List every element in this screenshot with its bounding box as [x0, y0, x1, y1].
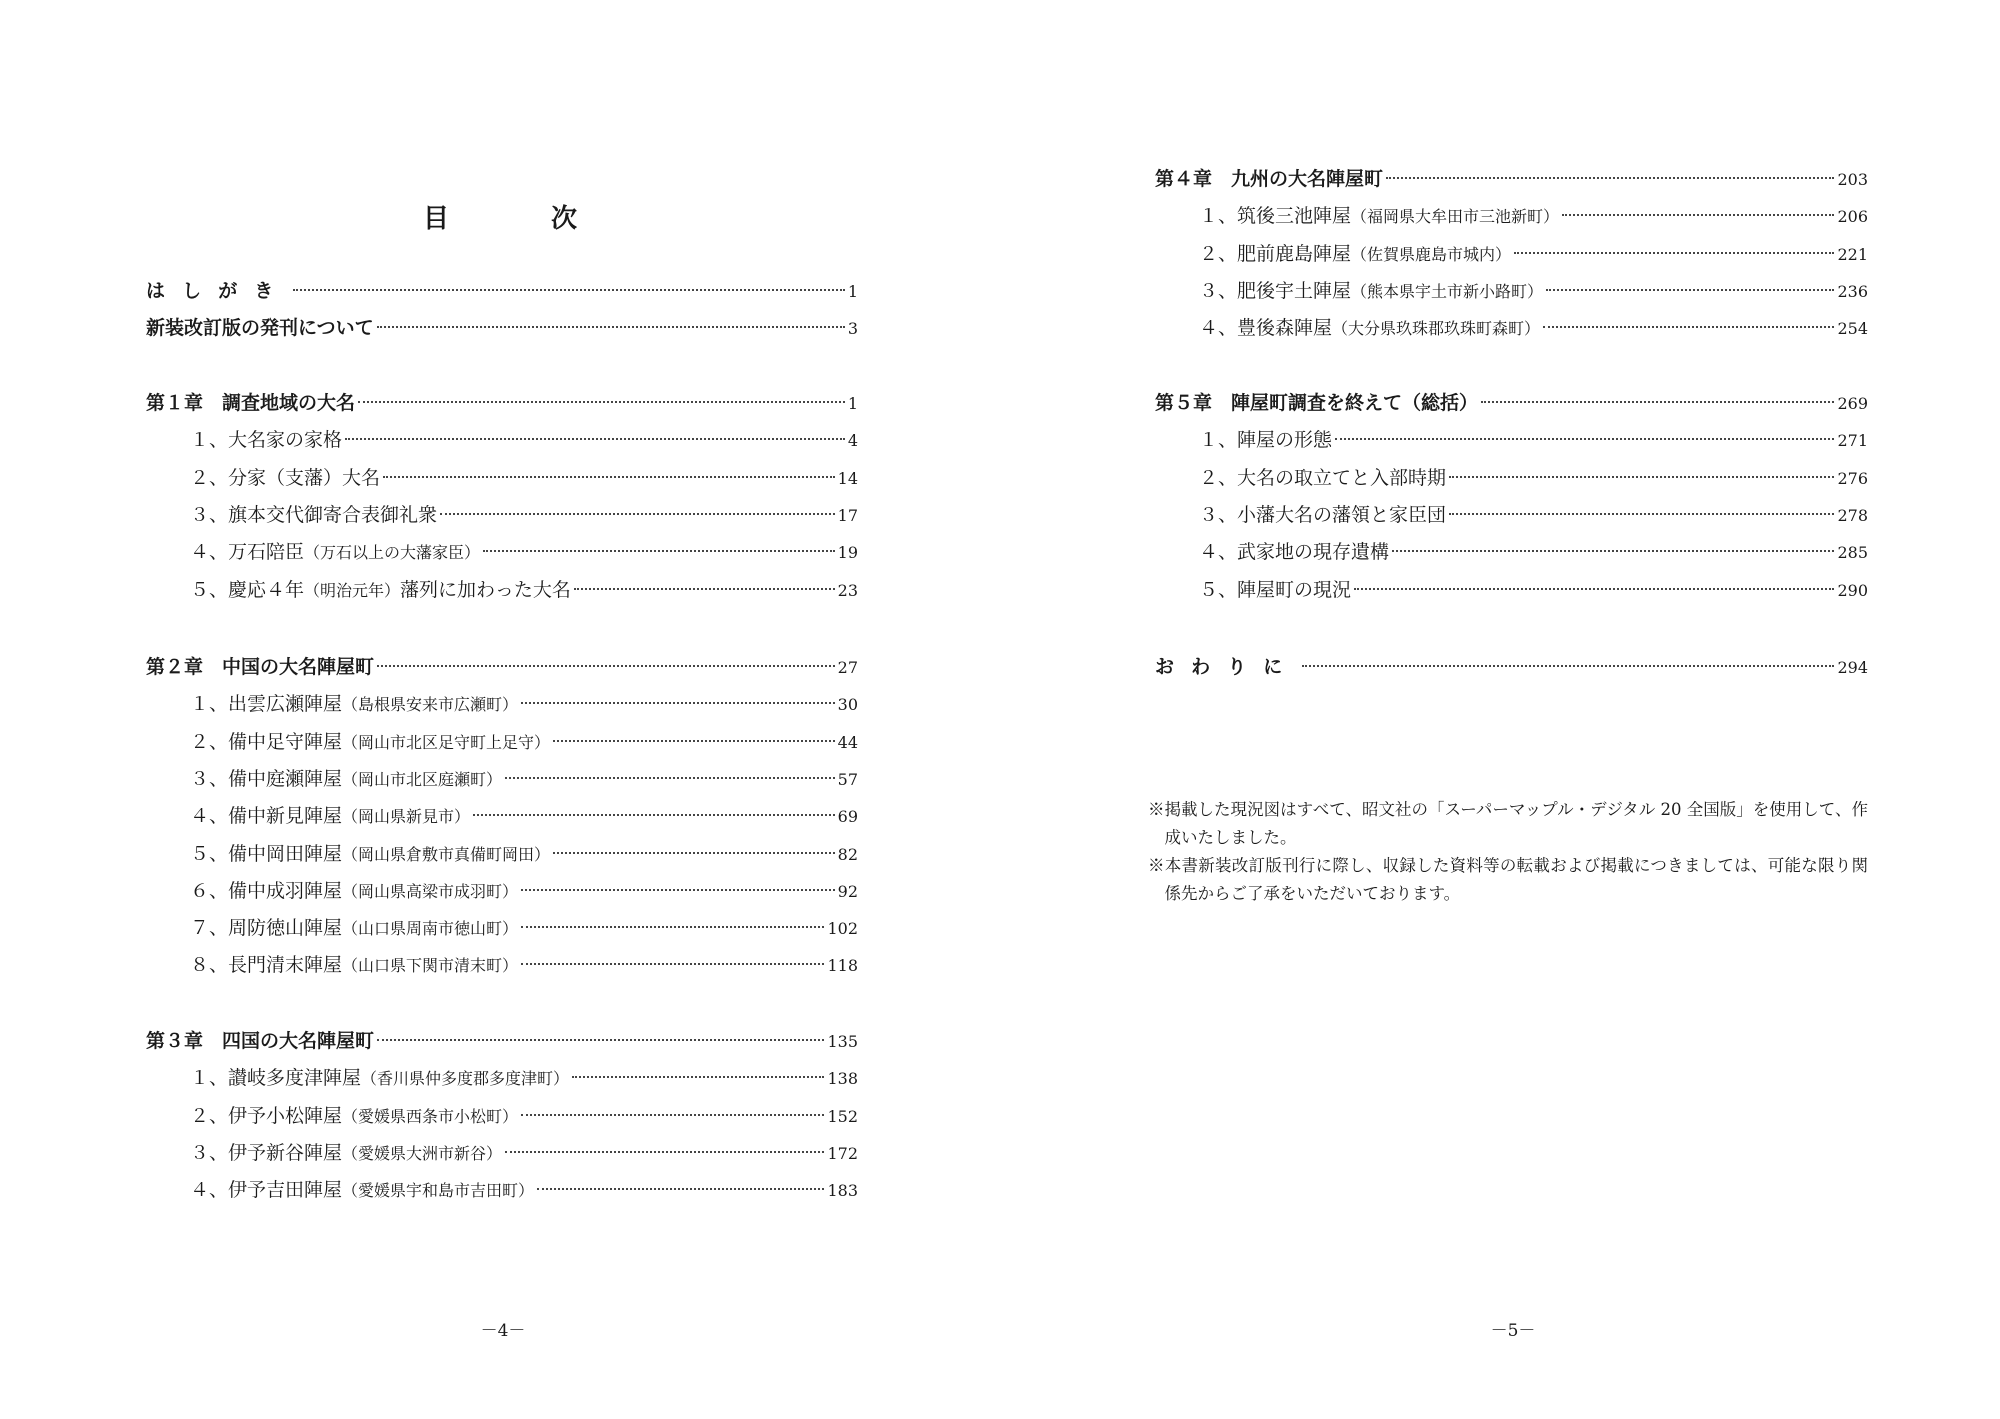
toc-item-label — [190, 501, 437, 529]
entry-title: ２、大名の取立てと入部時期 — [1199, 466, 1447, 489]
page-number: 276 — [1837, 468, 1868, 488]
entry-location-note: （岡山市北区庭瀬町） — [342, 769, 503, 789]
entry-location-note: （大分県玖珠郡玖珠町森町） — [1332, 319, 1541, 339]
folio-left: －4－ — [480, 1321, 526, 1341]
entry-location-note: （島根県安来市広瀬町） — [342, 695, 519, 715]
entry-title: 第２章 中国の大名陣屋町 — [146, 656, 375, 678]
leader-dots — [505, 1151, 824, 1153]
entry-location-note: （佐賀県鹿島市城内） — [1351, 244, 1512, 264]
page-number: 14 — [837, 468, 858, 488]
page-number: 135 — [827, 1032, 858, 1051]
entry-title: ４、万石陪臣 — [190, 541, 305, 564]
toc-item[interactable] — [190, 840, 858, 869]
toc-item[interactable] — [1199, 426, 1868, 455]
page-number: 183 — [827, 1181, 858, 1201]
preface-entry[interactable] — [146, 277, 858, 306]
page-number: 278 — [1837, 505, 1868, 525]
toc-item-label — [190, 728, 550, 757]
page-number: 271 — [1837, 431, 1868, 451]
page-number: 17 — [837, 505, 858, 525]
leader-dots — [1354, 588, 1834, 590]
leader-dots — [377, 1039, 824, 1041]
page-number: 236 — [1837, 281, 1868, 301]
leader-dots — [553, 740, 835, 742]
toc-item[interactable] — [190, 1102, 858, 1131]
entry-title: ４、伊予吉田陣屋 — [190, 1179, 343, 1202]
toc-item[interactable] — [1199, 202, 1868, 231]
toc-item-label — [190, 951, 518, 980]
toc-item[interactable] — [190, 877, 858, 906]
page-number: 290 — [1837, 580, 1868, 600]
leader-dots — [574, 588, 835, 590]
toc-item-label — [1199, 464, 1446, 492]
toc-item[interactable] — [190, 576, 858, 605]
leader-dots — [377, 326, 845, 328]
toc-item-label — [190, 538, 480, 567]
page-number: 69 — [837, 807, 858, 827]
entry-title: ３、小藩大名の藩領と家臣団 — [1199, 503, 1447, 526]
page-number: 23 — [837, 580, 858, 600]
chapter-heading[interactable] — [1155, 165, 1868, 194]
preface-entry-label — [146, 277, 290, 305]
leader-dots — [383, 476, 835, 478]
preface-entry[interactable] — [146, 314, 858, 343]
leader-dots — [377, 665, 835, 667]
toc-item-label — [190, 1064, 569, 1093]
entry-title: ５、慶応４年 — [190, 578, 305, 601]
entry-location-note: （愛媛県宇和島市吉田町） — [342, 1181, 535, 1201]
leader-dots — [1481, 401, 1834, 403]
note-1: ※掲載した現況図はすべて、昭文社の「スーパーマップル・デジタル 20 全国版」を使用して、作成いたしました。 — [1148, 800, 1868, 847]
entry-location-note: （福岡県大牟田市三池新町） — [1351, 207, 1560, 227]
toc-item[interactable] — [1199, 501, 1868, 530]
folio-right: －5－ — [1490, 1321, 1536, 1341]
leader-dots — [521, 889, 835, 891]
entry-title: はしがき — [146, 280, 291, 302]
closing-entry-label — [1155, 653, 1299, 681]
chapter-heading[interactable] — [146, 389, 858, 418]
toc-item-label — [190, 426, 342, 454]
entry-title: 第４章 九州の大名陣屋町 — [1155, 168, 1384, 190]
entry-title: 第３章 四国の大名陣屋町 — [146, 1030, 375, 1052]
entry-location-note: （山口県周南市徳山町） — [342, 919, 519, 939]
entry-title: ２、伊予小松陣屋 — [190, 1104, 343, 1127]
entry-location-note: （山口県下関市清末町） — [342, 956, 519, 976]
toc-item-label — [190, 802, 470, 831]
toc-item-label — [1199, 426, 1332, 454]
toc-title-part-1: 目 — [422, 204, 449, 234]
toc-item[interactable] — [190, 690, 858, 719]
toc-item-label — [190, 765, 502, 794]
entry-title: ５、陣屋町の現況 — [1199, 578, 1352, 601]
toc-item-label — [190, 464, 380, 492]
toc-item[interactable] — [190, 914, 858, 943]
notes — [1148, 796, 1868, 908]
entry-location-note: （岡山市北区足守町上足守） — [342, 732, 551, 752]
page-number: 172 — [827, 1143, 858, 1163]
entry-title: 第５章 陣屋町調査を終えて（総括） — [1155, 392, 1479, 414]
page-number: 82 — [837, 844, 858, 864]
toc-item-label — [190, 690, 518, 719]
toc-item[interactable] — [1199, 314, 1868, 343]
chapter-heading[interactable] — [146, 653, 858, 682]
leader-dots — [521, 1114, 824, 1116]
entry-location-note: （熊本県宇土市新小路町） — [1351, 281, 1544, 301]
note-2: ※本書新装改訂版刊行に際し、収録した資料等の転載および掲載につきましては、可能な限り関係先からご了承をいただいております。 — [1148, 856, 1868, 903]
toc-item[interactable] — [190, 426, 858, 455]
toc-item-label — [190, 840, 550, 869]
leader-dots — [345, 438, 845, 440]
entry-title: １、陣屋の形態 — [1199, 429, 1333, 452]
page-number: 294 — [1837, 658, 1868, 677]
leader-dots — [521, 963, 824, 965]
entry-title: ４、備中新見陣屋 — [190, 805, 343, 828]
toc-item-label — [190, 877, 518, 906]
entry-title: １、讃岐多度津陣屋 — [190, 1067, 362, 1090]
leader-dots — [1546, 289, 1834, 291]
page-number: 27 — [837, 658, 858, 677]
entry-title: ４、豊後森陣屋 — [1199, 317, 1333, 340]
toc-item[interactable] — [1199, 240, 1868, 269]
leader-dots — [1449, 513, 1834, 515]
toc-item-label — [1199, 202, 1559, 231]
entry-title: １、筑後三池陣屋 — [1199, 205, 1352, 228]
toc-item[interactable] — [190, 464, 858, 493]
page-number: 57 — [837, 769, 858, 789]
entry-title: ２、肥前鹿島陣屋 — [1199, 242, 1352, 265]
entry-location-note: （愛媛県大洲市新谷） — [342, 1143, 503, 1163]
entry-title: ７、周防徳山陣屋 — [190, 917, 343, 940]
leader-dots — [1449, 476, 1834, 478]
entry-title: ３、伊予新谷陣屋 — [190, 1141, 343, 1164]
entry-location-note: （香川県仲多度郡多度津町） — [361, 1069, 570, 1089]
chapter-heading-label — [1155, 389, 1478, 417]
leader-dots — [505, 777, 835, 779]
leader-dots — [1302, 665, 1834, 667]
leader-dots — [440, 513, 835, 515]
leader-dots — [358, 401, 845, 403]
toc-item-label — [190, 1102, 518, 1131]
toc-item[interactable] — [190, 1176, 858, 1205]
entry-location-note: （岡山県倉敷市真備町岡田） — [342, 844, 551, 864]
leader-dots — [537, 1188, 824, 1190]
chapter-heading-label — [1155, 165, 1383, 193]
toc-item[interactable] — [190, 728, 858, 757]
leader-dots — [1392, 550, 1834, 552]
preface-entry-label — [146, 314, 374, 342]
page-number: 92 — [837, 881, 858, 901]
leader-dots — [473, 814, 835, 816]
toc-title — [0, 198, 1000, 235]
page-number: 203 — [1837, 170, 1868, 189]
leader-dots — [553, 852, 835, 854]
toc-item-label — [1199, 240, 1511, 269]
entry-title-cont: 藩列に加わった大名 — [400, 578, 571, 601]
toc-item-label — [1199, 501, 1446, 529]
entry-title: ３、旗本交代御寄合表御礼衆 — [190, 503, 438, 526]
toc-item[interactable] — [1199, 538, 1868, 567]
entry-title: ３、肥後宇土陣屋 — [1199, 279, 1352, 302]
toc-item-label — [190, 1139, 502, 1168]
entry-title: ２、備中足守陣屋 — [190, 730, 343, 753]
page-number: 221 — [1837, 244, 1868, 264]
entry-location-note: （万石以上の大藩家臣） — [304, 543, 481, 563]
chapter-heading[interactable] — [1155, 389, 1868, 418]
leader-dots — [1335, 438, 1834, 440]
leader-dots — [483, 550, 835, 552]
entry-location-note: （岡山県高梁市成羽町） — [342, 881, 519, 901]
toc-item[interactable] — [190, 951, 858, 980]
entry-title: ３、備中庭瀬陣屋 — [190, 767, 343, 790]
toc-item-label — [1199, 538, 1389, 566]
toc-item-label — [1199, 277, 1543, 306]
page-number: 152 — [827, 1106, 858, 1126]
page-number: 1 — [847, 394, 858, 413]
page-number: 269 — [1837, 394, 1868, 413]
page-number: 254 — [1837, 319, 1868, 339]
page-number: 4 — [847, 431, 858, 451]
page-number: 19 — [837, 543, 858, 563]
entry-location-note: （愛媛県西条市小松町） — [342, 1106, 519, 1126]
page-number: 3 — [847, 319, 858, 339]
page-number: 285 — [1837, 543, 1868, 563]
toc-item[interactable] — [190, 538, 858, 567]
entry-title: ８、長門清末陣屋 — [190, 954, 343, 977]
leader-dots — [572, 1076, 824, 1078]
toc-item[interactable] — [190, 1139, 858, 1168]
entry-title: ２、分家（支藩）大名 — [190, 466, 381, 489]
toc-item-label — [190, 576, 571, 605]
closing-entry[interactable] — [1155, 653, 1868, 682]
page-number: 118 — [827, 956, 858, 976]
toc-title-part-2: 次 — [551, 204, 578, 234]
entry-title: １、大名家の家格 — [190, 429, 343, 452]
toc-item[interactable] — [1199, 277, 1868, 306]
toc-item-label — [190, 1176, 534, 1205]
leader-dots — [1543, 326, 1834, 328]
toc-item[interactable] — [1199, 576, 1868, 605]
toc-item[interactable] — [190, 802, 858, 831]
page-number: 30 — [837, 695, 858, 715]
chapter-heading-label — [146, 389, 355, 417]
page-number: 1 — [847, 282, 858, 301]
leader-dots — [1514, 252, 1834, 254]
leader-dots — [521, 702, 835, 704]
leader-dots — [1562, 214, 1834, 216]
page-number: 206 — [1837, 207, 1868, 227]
entry-location-note: （岡山県新見市） — [342, 807, 471, 827]
toc-item[interactable] — [190, 1064, 858, 1093]
leader-dots — [293, 289, 844, 291]
entry-title: 第１章 調査地域の大名 — [146, 392, 356, 414]
entry-title: １、出雲広瀬陣屋 — [190, 693, 343, 716]
page-number: 102 — [827, 919, 858, 939]
chapter-heading-label — [146, 1027, 374, 1055]
entry-title: おわりに — [1155, 656, 1300, 678]
entry-title: ４、武家地の現存遺構 — [1199, 541, 1390, 564]
leader-dots — [1386, 177, 1834, 179]
entry-title: 新装改訂版の発刊について — [146, 317, 374, 340]
page-number: 44 — [837, 732, 858, 752]
entry-title: ５、備中岡田陣屋 — [190, 842, 343, 865]
toc-item[interactable] — [190, 501, 858, 530]
leader-dots — [521, 926, 824, 928]
toc-item-label — [190, 914, 518, 943]
entry-location-note: （明治元年） — [304, 580, 401, 600]
toc-item[interactable] — [190, 765, 858, 794]
entry-title: ６、備中成羽陣屋 — [190, 879, 343, 902]
toc-item-label — [1199, 576, 1351, 604]
toc-item[interactable] — [1199, 464, 1868, 493]
toc-item-label — [1199, 314, 1540, 343]
chapter-heading-label — [146, 653, 374, 681]
page-number: 138 — [827, 1069, 858, 1089]
chapter-heading[interactable] — [146, 1027, 858, 1056]
